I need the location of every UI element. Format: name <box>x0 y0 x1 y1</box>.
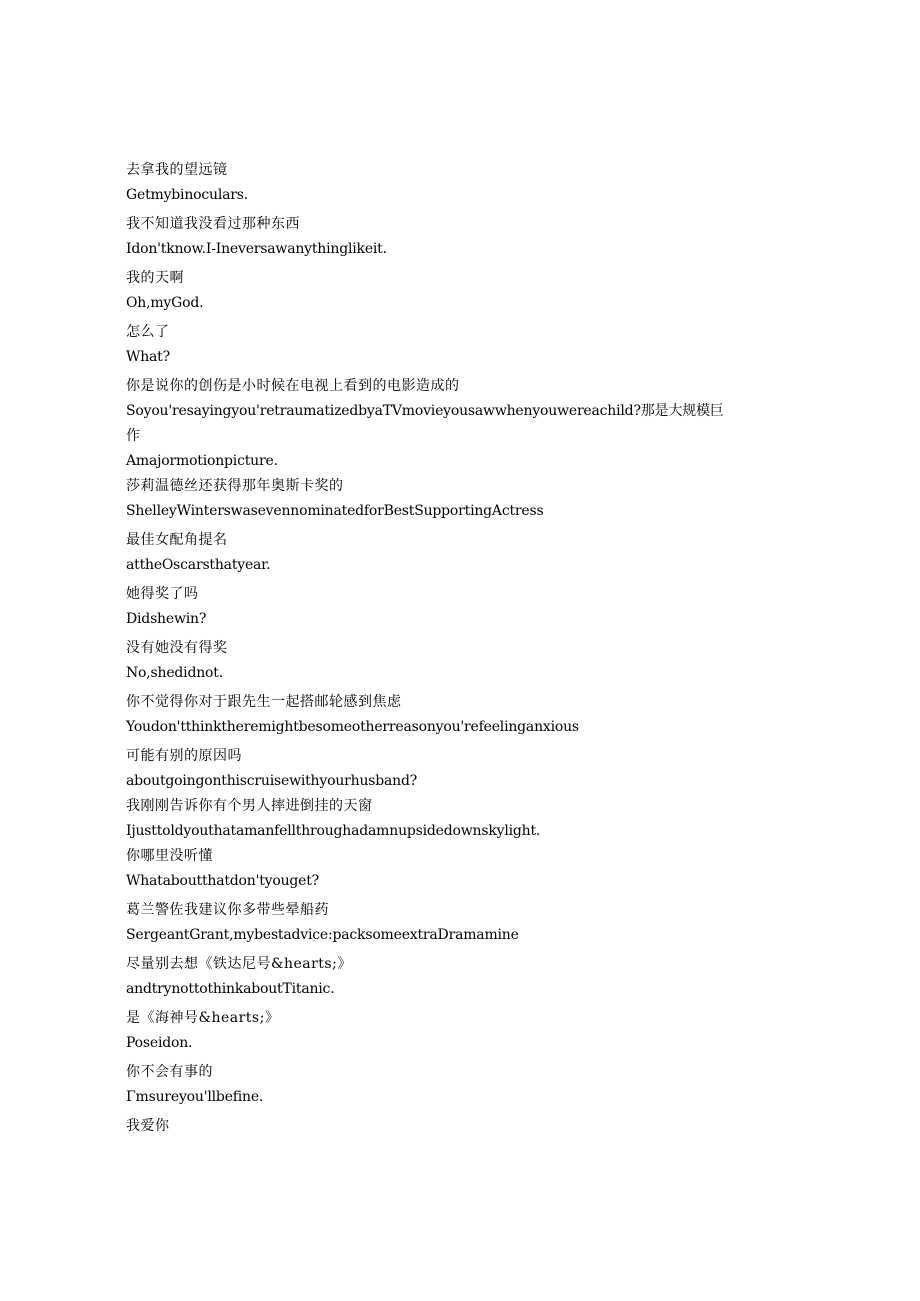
subtitle-transcript <box>126 158 726 1139</box>
subtitle-line-chinese: 可能有别的原因吗 <box>126 748 242 764</box>
subtitle-line-chinese: 尽量别去想《铁达尼号&hearts;》 <box>126 956 352 972</box>
subtitle-line-english: Poseidon. <box>126 1035 193 1051</box>
subtitle-line-english: What? <box>126 349 170 365</box>
subtitle-line-chinese: 葛兰警佐我建议你多带些晕船药 <box>126 902 329 918</box>
subtitle-line-english: SergeantGrant,mybestadvice:packsomeextraDramamine <box>126 927 519 943</box>
subtitle-line-chinese: 是《海神号&hearts;》 <box>126 1010 280 1026</box>
subtitle-line-chinese: 你不觉得你对于跟先生一起搭邮轮感到焦虑 <box>126 694 402 710</box>
subtitle-line-english: attheOscarsthatyear. <box>126 557 271 573</box>
subtitle-line-chinese: 你哪里没听懂 <box>126 848 213 864</box>
subtitle-line-english: aboutgoingonthiscruisewithyourhusband? <box>126 773 418 789</box>
subtitle-line-chinese: 你不会有事的 <box>126 1064 213 1080</box>
subtitle-line-chinese: 最佳女配角提名 <box>126 532 228 548</box>
subtitle-line-chinese: 怎么了 <box>126 324 170 340</box>
subtitle-line-chinese: 我不知道我没看过那种东西 <box>126 216 300 232</box>
subtitle-line-english: Γmsureyou'llbefine. <box>126 1089 264 1105</box>
subtitle-line-chinese: 我爱你 <box>126 1118 170 1134</box>
subtitle-line-english: Getmybinoculars. <box>126 187 248 203</box>
subtitle-line-english: No,shedidnot. <box>126 665 223 681</box>
subtitle-line-english: Whataboutthatdon'tyouget? <box>126 873 319 889</box>
subtitle-line-chinese: 没有她没有得奖 <box>126 640 228 656</box>
subtitle-line-english: Ijusttoldyouthatamanfellthroughadamnupsidedownskylight. <box>126 823 541 839</box>
subtitle-line-english: Idon'tknow.I-Ineversawanythinglikeit. <box>126 241 387 257</box>
subtitle-line-english: Amajormotionpicture. <box>126 453 278 469</box>
subtitle-line-chinese: 你是说你的创伤是小时候在电视上看到的电影造成的 <box>126 378 460 394</box>
subtitle-line-english: Oh,myGod. <box>126 295 204 311</box>
subtitle-line-english: andtrynottothinkaboutTitanic. <box>126 981 335 997</box>
subtitle-line-chinese: 我刚刚告诉你有个男人摔进倒挂的天窗 <box>126 798 373 814</box>
subtitle-line-chinese: 莎莉温德丝还获得那年奥斯卡奖的 <box>126 478 344 494</box>
subtitle-line-chinese: 去拿我的望远镜 <box>126 162 228 178</box>
subtitle-line-english: Soyou'resayingyou'retraumatizedbyaTVmovieyousawwhenyouwereachild?那是大规模巨作 <box>126 403 724 444</box>
subtitle-line-chinese: 我的天啊 <box>126 270 184 286</box>
subtitle-line-chinese: 她得奖了吗 <box>126 586 199 602</box>
subtitle-line-english: Youdon'tthinktheremightbesomeotherreasonyou'refeelinganxious <box>126 719 579 735</box>
subtitle-line-english: Didshewin? <box>126 611 207 627</box>
subtitle-line-english: ShelleyWinterswasevennominatedforBestSupportingActress <box>126 503 544 519</box>
